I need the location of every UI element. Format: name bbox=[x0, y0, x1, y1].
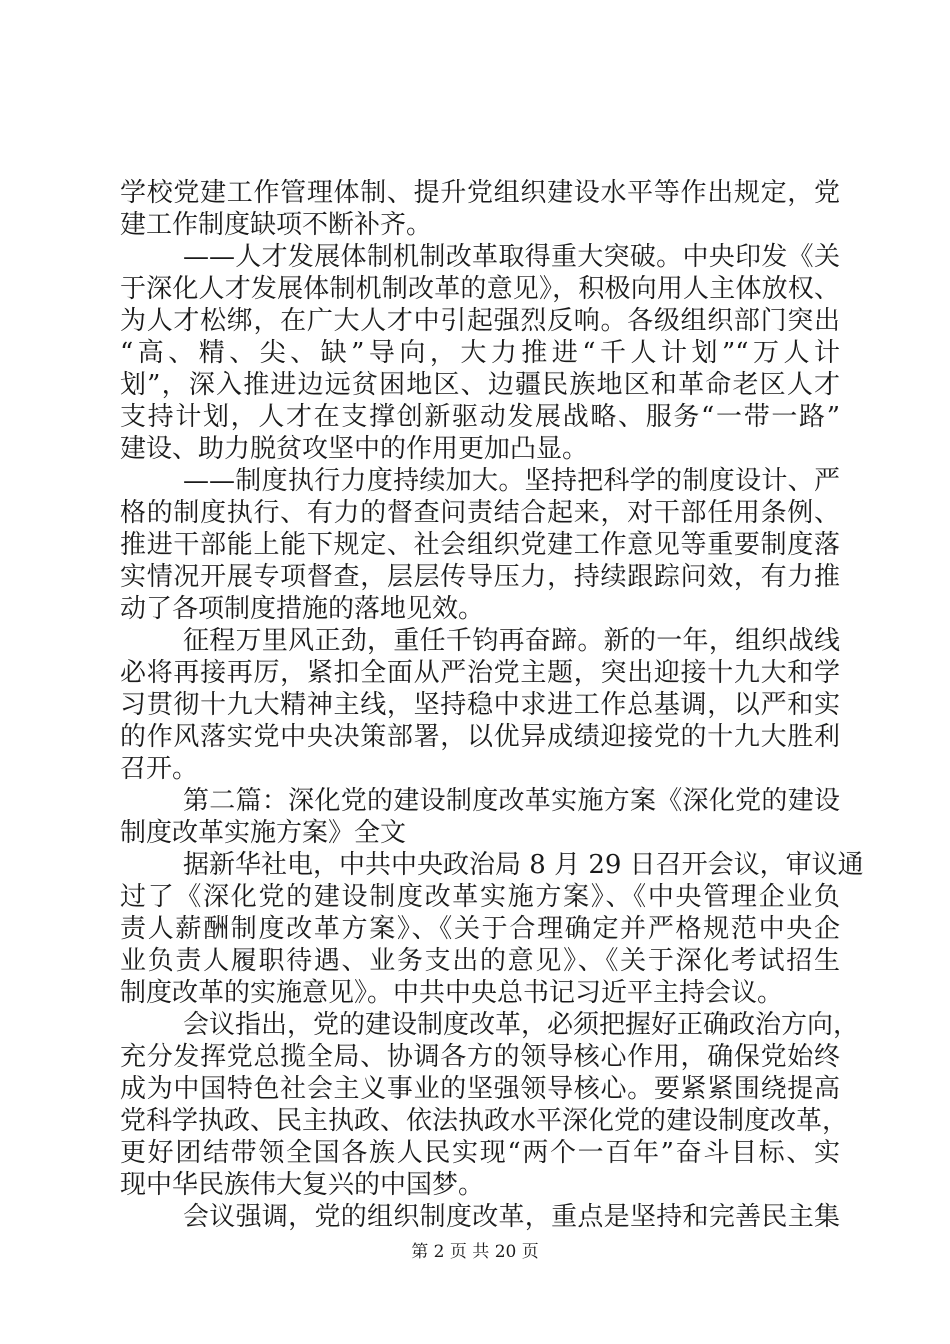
text-line: 支持计划，人才在支撑创新驱动发展战略、服务“一带一路” bbox=[120, 402, 840, 432]
text-line: 现中华民族伟大复兴的中国梦。 bbox=[120, 1170, 485, 1200]
text-line: 党科学执政、民主执政、依法执政水平深化党的建设制度改革， bbox=[120, 1106, 849, 1136]
text-line: 召开。 bbox=[120, 754, 199, 784]
text-line: 据新华社电，中共中央政治局 8 月 29 日召开会议，审议通 bbox=[183, 850, 864, 880]
text-line: 制度改革的实施意见》。中共中央总书记习近平主持会议。 bbox=[120, 978, 784, 1008]
text-line: 建工作制度缺项不断补齐。 bbox=[120, 210, 433, 240]
text-line: 格的制度执行、有力的督查问责结合起来，对干部任用条例、 bbox=[120, 498, 840, 528]
page-number-footer: 第 2 页 共 20 页 bbox=[411, 1242, 539, 1262]
text-line: 会议指出，党的建设制度改革，必须把握好正确政治方向， bbox=[183, 1010, 860, 1040]
text-line: 习贯彻十九大精神主线，坚持稳中求进工作总基调，以严和实 bbox=[120, 690, 840, 720]
text-line: 于深化人才发展体制机制改革的意见》，积极向用人主体放权、 bbox=[120, 274, 840, 304]
text-line: “高、精、尖、缺”导向，大力推进“千人计划”“万人计 bbox=[120, 338, 840, 368]
text-line: 充分发挥党总揽全局、协调各方的领导核心作用，确保党始终 bbox=[120, 1042, 840, 1072]
text-line: 学校党建工作管理体制、提升党组织建设水平等作出规定，党 bbox=[120, 178, 840, 208]
text-line: 动了各项制度措施的落地见效。 bbox=[120, 594, 485, 624]
text-line: 为人才松绑，在广大人才中引起强烈反响。各级组织部门突出 bbox=[120, 306, 840, 336]
text-line: 的作风落实党中央决策部署，以优异成绩迎接党的十九大胜利 bbox=[120, 722, 840, 752]
text-line: 过了《深化党的建设制度改革实施方案》、《中央管理企业负 bbox=[120, 882, 840, 912]
text-line: 成为中国特色社会主义事业的坚强领导核心。要紧紧围绕提高 bbox=[120, 1074, 840, 1104]
text-line: 必将再接再厉，紧扣全面从严治党主题，突出迎接十九大和学 bbox=[120, 658, 840, 688]
text-line: 更好团结带领全国各族人民实现“两个一百年”奋斗目标、实 bbox=[120, 1138, 840, 1168]
text-line: 征程万里风正劲，重任千钧再奋蹄。新的一年，组织战线 bbox=[183, 626, 840, 656]
text-line: ——人才发展体制机制改革取得重大突破。中央印发《关 bbox=[183, 242, 840, 272]
text-line: 会议强调，党的组织制度改革，重点是坚持和完善民主集 bbox=[183, 1202, 840, 1232]
text-line: 业负责人履职待遇、业务支出的意见》、《关于深化考试招生 bbox=[120, 946, 840, 976]
text-line: 划”，深入推进边远贫困地区、边疆民族地区和革命老区人才 bbox=[120, 370, 840, 400]
text-line: 责人薪酬制度改革方案》、《关于合理确定并严格规范中央企 bbox=[120, 914, 840, 944]
text-line: 建设、助力脱贫攻坚中的作用更加凸显。 bbox=[120, 434, 589, 464]
text-line: 推进干部能上能下规定、社会组织党建工作意见等重要制度落 bbox=[120, 530, 840, 560]
text-line: 实情况开展专项督查，层层传导压力，持续跟踪问效，有力推 bbox=[120, 562, 840, 592]
section-heading: 第二篇：深化党的建设制度改革实施方案《深化党的建设 bbox=[183, 786, 840, 816]
section-heading: 制度改革实施方案》全文 bbox=[120, 818, 407, 848]
text-line: ——制度执行力度持续加大。坚持把科学的制度设计、严 bbox=[183, 466, 840, 496]
